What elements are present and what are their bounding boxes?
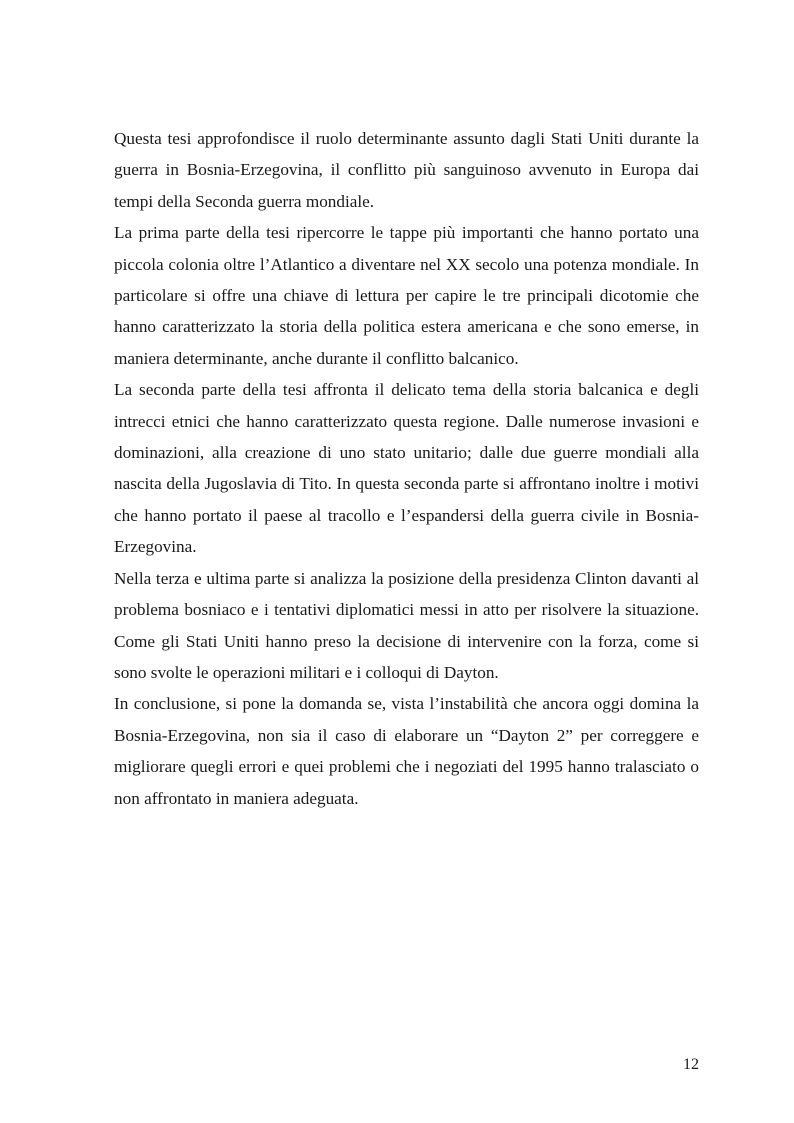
paragraph-introduction: Questa tesi approfondisce il ruolo determinante assunto dagli Stati Uniti durante la guerra in Bosnia-Erzegovina, il conflitto più sanguinoso avvenuto in Europa dai tempi della Seconda guerra mondiale. <box>114 129 699 211</box>
page-number: 12 <box>683 1056 699 1073</box>
paragraph-part-three: Nella terza e ultima parte si analizza la posizione della presidenza Clinton davanti al problema bosniaco e i tentativi diplomatici messi in atto per risolvere la situazione. Come gli Stati Uniti hanno preso la decisione di intervenire con la forza, come si sono svolte le operazioni militari e i colloqui di Dayton. <box>114 568 699 682</box>
paragraph-conclusion: In conclusione, si pone la domanda se, vista l’instabilità che ancora oggi domina la Bosnia-Erzegovina, non sia il caso di elaborare un “Dayton 2” per correggere e migliorare quegli errori e quei problemi che i negoziati del 1995 hanno tralasciato o non affrontato in maniera adeguata. <box>114 694 699 808</box>
paragraph-part-two: La seconda parte della tesi affronta il delicato tema della storia balcanica e degli intrecci etnici che hanno caratterizzato questa regione. Dalle numerose invasioni e dominazioni, alla creazione di uno stato unitario; dalle due guerre mondiali alla nascita della Jugoslavia di Tito. In questa seconda parte si affrontano inoltre i motivi che hanno portato il paese al tracollo e l’espandersi della guerra civile in Bosnia-Erzegovina. <box>114 380 699 557</box>
body-text <box>114 123 699 814</box>
paragraph-part-one: La prima parte della tesi ripercorre le tappe più importanti che hanno portato una piccola colonia oltre l’Atlantico a diventare nel XX secolo una potenza mondiale. In particolare si offre una chiave di lettura per capire le tre principali dicotomie che hanno caratterizzato la storia della politica estera americana e che sono emerse, in maniera determinante, anche durante il conflitto balcanico. <box>114 223 699 368</box>
